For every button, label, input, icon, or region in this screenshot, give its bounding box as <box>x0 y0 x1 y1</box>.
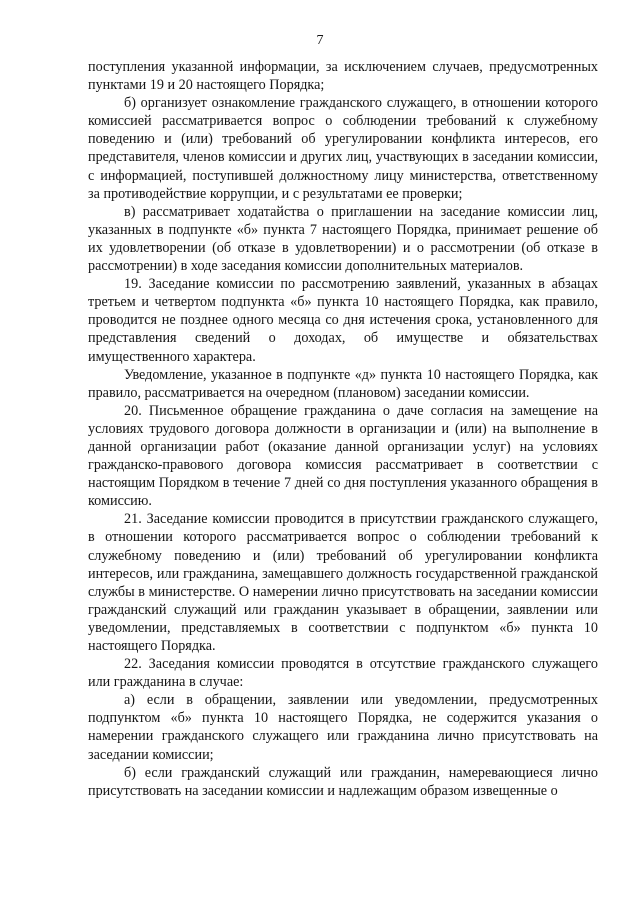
paragraph-19: 19. Заседание комиссии по рассмотрению заявлений, указанных в абзацах третьем и четвертом подпункта «б» пункта 10 настоящего Порядка, как правило, проводится не позднее одного месяца со дня истечения срока, установленного для представления сведений о доходах, об имуществе и обязательствах имущественного характера. <box>88 276 598 365</box>
paragraph-22-subitem-b: б) если гражданский служащий или гражданин, намеревающиеся лично присутствовать на заседании комиссии и надлежащим образом извещенные о <box>88 764 598 799</box>
paragraph-continuation: поступления указанной информации, за исключением случаев, предусмотренных пунктами 19 и 20 настоящего Порядка; <box>88 59 598 94</box>
paragraph-22-subitem-a: а) если в обращении, заявлении или уведомлении, предусмотренных подпунктом «б» пункта 10 настоящего Порядка, не содержится указания о намерении гражданского служащего или гражданина лично присутствовать на заседании комиссии; <box>88 692 598 763</box>
paragraph-21: 21. Заседание комиссии проводится в присутствии гражданского служащего, в отношении которого рассматривается вопрос о соблюдении требований к служебному поведению и (или) требований об урегулировании конфликта интересов, или гражданина, замещавшего должность государственной гражданской службы в министерстве. О намерении лично присутствовать на заседании комиссии гражданский служащий или гражданин указывает в обращении, заявлении или уведомлении, представляемых в соответствии с подпунктом «б» пункта 10 настоящего Порядка. <box>88 511 598 654</box>
document-body <box>88 58 598 800</box>
paragraph-22: 22. Заседания комиссии проводятся в отсутствие гражданского служащего или гражданина в случае: <box>88 656 598 691</box>
page-number: 7 <box>316 33 324 48</box>
paragraph-19-notice: Уведомление, указанное в подпункте «д» пункта 10 настоящего Порядка, как правило, рассматривается на очередном (плановом) заседании комиссии. <box>88 366 598 401</box>
paragraph-subitem-b: б) организует ознакомление гражданского служащего, в отношении которого комиссией рассматривается вопрос о соблюдении требований к служебному поведению и (или) требований об урегулировании конфликта интересов, его представителя, членов комиссии и других лиц, участвующих в заседании комиссии, с информацией, поступившей должностному лицу министерства, ответственному за противодействие коррупции, и с результатами ее проверки; <box>88 95 598 202</box>
paragraph-subitem-v: в) рассматривает ходатайства о приглашении на заседание комиссии лиц, указанных в подпункте «б» пункта 7 настоящего Порядка, принимает решение об их удовлетворении (об отказе в удовлетворении) и о рассмотрении (об отказе в рассмотрении) в ходе заседания комиссии дополнительных материалов. <box>88 203 598 275</box>
paragraph-20: 20. Письменное обращение гражданина о даче согласия на замещение на условиях трудового договора должности в организации и (или) на выполнение в данной организации работ (оказание данной организации услуг) на условиях гражданско-правового договора комиссия рассматривает в соответствии с настоящим Порядком в течение 7 дней со дня поступления указанного обращения в комиссию. <box>88 402 598 510</box>
